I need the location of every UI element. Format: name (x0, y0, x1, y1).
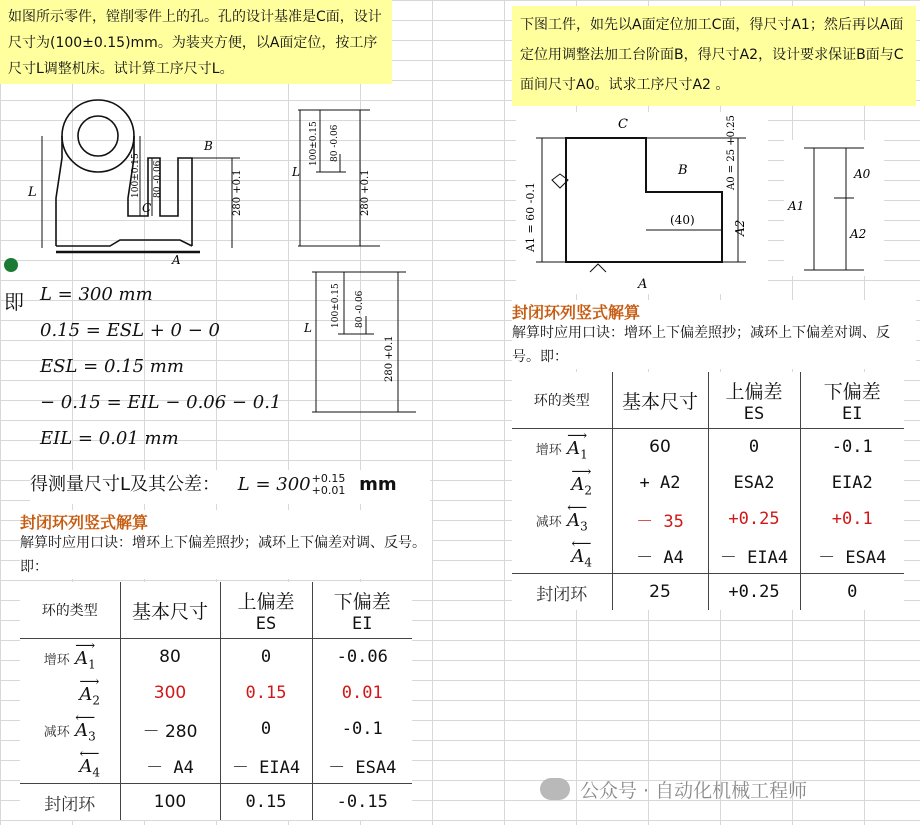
svg-text:280 +0.1: 280 +0.1 (360, 169, 371, 216)
equation-2: 0.15 = ESL + 0 − 0 (40, 320, 220, 341)
left-row-closed: 封闭环 100 0.15 -0.15 (20, 784, 412, 821)
right-row-closed: 封闭环 25 +0.25 0 (512, 574, 904, 611)
right-row-a3: 减环 ⟵ $A_3$ － 35 +0.25 +0.1 (512, 501, 904, 537)
equation-4: − 0.15 = EIL − 0.06 − 0.1 (40, 392, 282, 413)
left-fig-label-L: L (28, 185, 37, 200)
left-dimension-chain-upper (280, 96, 390, 252)
left-fig-label-B: B (204, 139, 213, 153)
right-section-title: 封闭环列竖式解算 (512, 303, 641, 322)
svg-text:280 +0.1: 280 +0.1 (384, 335, 395, 382)
svg-text:100±0.15: 100±0.15 (309, 121, 319, 166)
left-equations (40, 284, 290, 464)
left-rule-text: 解算时应用口诀：增环上下偏差照抄；减环上下偏差对调、反号。即： (20, 535, 426, 575)
left-calc-table: 环的类型 基本尺寸 上偏差 ES 下偏差 EI 增环 ⟶ $A_1$ 80 0 -0.06 ⟶ $A_2$ 300 0.15 0.01 减环 ⟵ $A_3$ － 280 0 -0.1 ⟵ $A_4$ － A4 － EIA4 － ESA4 封闭环 100 0.15 -0.15 (20, 582, 412, 820)
equation-5: EIL = 0.01 mm (40, 428, 179, 449)
svg-text:100±0.15: 100±0.15 (331, 283, 341, 328)
right-fig-dim-40: (40) (670, 213, 695, 227)
right-row-a2: ⟶ $A_2$ + A2 ESA2 EIA2 (512, 465, 904, 501)
right-fig-label-A: A (638, 277, 648, 292)
wechat-icon (540, 778, 570, 800)
right-fig-dim-a1: A1 = 60 -0.1 (524, 182, 537, 252)
left-row-a1: 增环 ⟶ $A_1$ 80 0 -0.06 (20, 639, 412, 676)
left-result-line: 得测量尺寸L及其公差： L = 300+0.15 +0.01 mm (30, 470, 430, 504)
right-fig-label-B: B (678, 163, 688, 178)
svg-text:80 -0.06: 80 -0.06 (355, 290, 365, 328)
right-method-block (512, 300, 916, 369)
left-section-title: 封闭环列竖式解算 (20, 513, 149, 532)
svg-text:80 -0.06: 80 -0.06 (330, 124, 340, 162)
left-fig-label-C: C (142, 201, 152, 215)
left-fig-dim-80: 80 -0.06 (153, 160, 163, 198)
right-fig-label-C: C (618, 117, 628, 132)
left-row-a2: ⟶ $A_2$ 300 0.15 0.01 (20, 675, 412, 711)
right-problem-note: 下图工件，如先以A面定位加工C面，得尺寸A1；然后再以A面定位用调整法加工台阶面B，得尺寸A2，设计要求保证B面与C面间尺寸A0。试求工序尺寸A2 。 (512, 6, 916, 106)
right-part-drawing (516, 112, 768, 294)
left-ji-label: 即 (4, 290, 24, 314)
left-problem-note: 如图所示零件，镗削零件上的孔。孔的设计基准是C面，设计尺寸为(100±0.15)mm。为装夹方便，以A面定位，按工序尺寸L调整机床。试计算工序尺寸L。 (0, 0, 392, 84)
right-fig-dim-a2: A2 (733, 219, 747, 236)
left-row-a4: ⟵ $A_4$ － A4 － EIA4 － ESA4 (20, 747, 412, 784)
right-calc-table: 环的类型 基本尺寸 上偏差 ES 下偏差 EI 增环 ⟶ $A_1$ 60 0 -0.1 ⟶ $A_2$ + A2 ESA2 EIA2 减环 ⟵ $A_3$ － 35 +0.25 +0.1 ⟵ $A_4$ － A4 － EIA4 － ESA4 封闭环 25 +0.25 0 (512, 372, 904, 610)
left-fig-dim-100: 100±0.15 (131, 153, 141, 198)
wechat-watermark: 公众号 · 自动化机械工程师 (540, 774, 807, 804)
right-row-a1: 增环 ⟶ $A_1$ 60 0 -0.1 (512, 429, 904, 466)
right-rule-text: 解算时应用口诀：增环上下偏差照抄；减环上下偏差对调、反号。即： (512, 325, 890, 365)
svg-text:L: L (304, 321, 312, 335)
svg-text:A1: A1 (788, 199, 805, 213)
right-dimension-chain (784, 140, 884, 276)
left-part-drawing (0, 88, 270, 268)
svg-text:L: L (292, 165, 300, 179)
left-method-block (20, 510, 432, 579)
left-fig-dim-280: 280 +0.1 (232, 169, 243, 216)
svg-text:A0: A0 (854, 167, 871, 181)
left-dimension-chain-lower (286, 262, 426, 418)
equation-1: L = 300 mm (40, 284, 153, 305)
left-fig-label-A: A (172, 253, 181, 267)
right-row-a4: ⟵ $A_4$ － A4 － EIA4 － ESA4 (512, 537, 904, 574)
left-row-a3: 减环 ⟵ $A_3$ － 280 0 -0.1 (20, 711, 412, 747)
equation-3: ESL = 0.15 mm (40, 356, 184, 377)
svg-text:A2: A2 (850, 227, 867, 241)
right-fig-dim-a0: A0 = 25 +0.25 (726, 115, 737, 190)
left-circle-marker (4, 258, 18, 272)
